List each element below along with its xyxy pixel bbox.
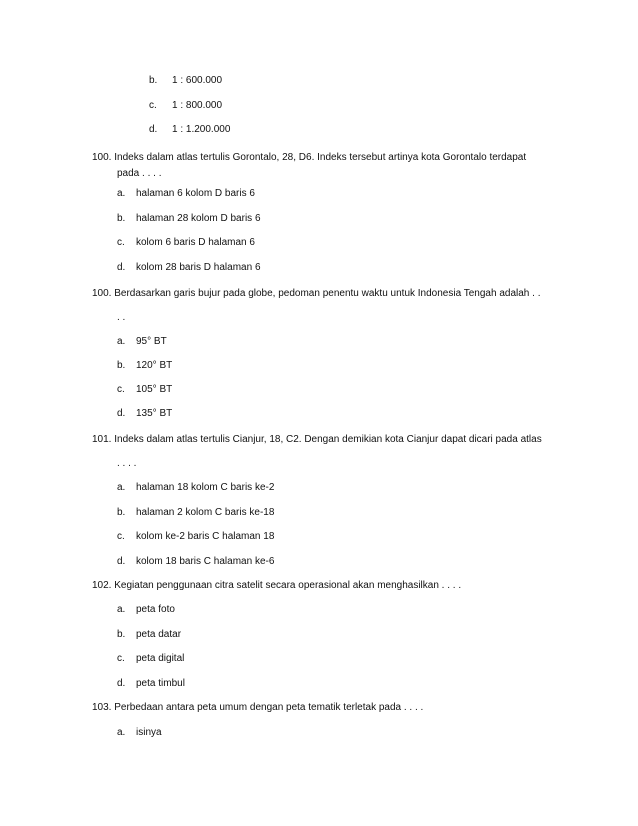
option-letter: b. bbox=[117, 360, 126, 371]
option-letter: a. bbox=[117, 188, 126, 199]
option-letter: d. bbox=[117, 678, 126, 689]
option-text: kolom 6 baris D halaman 6 bbox=[136, 237, 255, 248]
question-text-continuation: . . bbox=[117, 312, 126, 323]
option-text: 1 : 1.200.000 bbox=[172, 124, 231, 135]
option-letter: c. bbox=[117, 653, 125, 664]
option-letter: a. bbox=[117, 482, 126, 493]
option-text: 135° BT bbox=[136, 408, 173, 419]
option-text: peta timbul bbox=[136, 678, 185, 689]
option-text: 95° BT bbox=[136, 336, 167, 347]
option-text: 1 : 800.000 bbox=[172, 100, 223, 111]
option-letter: a. bbox=[117, 727, 126, 738]
option-text: halaman 18 kolom C baris ke-2 bbox=[136, 482, 275, 493]
option-text: halaman 2 kolom C baris ke-18 bbox=[136, 507, 275, 518]
option-text: isinya bbox=[136, 727, 162, 738]
question-text: 100. Indeks dalam atlas tertulis Gorontalo, 28, D6. Indeks tersebut artinya kota Gorontalo terdapat bbox=[92, 152, 527, 163]
option-text: kolom 28 baris D halaman 6 bbox=[136, 262, 261, 273]
question-text: 103. Perbedaan antara peta umum dengan peta tematik terletak pada . . . . bbox=[92, 702, 424, 713]
option-text: halaman 28 kolom D baris 6 bbox=[136, 213, 261, 224]
option-letter: d. bbox=[117, 262, 126, 273]
option-letter: c. bbox=[117, 237, 125, 248]
question-text: 100. Berdasarkan garis bujur pada globe, pedoman penentu waktu untuk Indonesia Tengah adalah . . bbox=[92, 288, 541, 299]
option-letter: a. bbox=[117, 604, 126, 615]
option-letter: d. bbox=[117, 408, 126, 419]
option-text: 105° BT bbox=[136, 384, 173, 395]
option-text: peta foto bbox=[136, 604, 175, 615]
option-letter: b. bbox=[117, 507, 126, 518]
option-text: 1 : 600.000 bbox=[172, 75, 223, 86]
option-letter: b. bbox=[117, 213, 126, 224]
option-letter: d. bbox=[117, 556, 126, 567]
option-text: kolom ke-2 baris C halaman 18 bbox=[136, 531, 275, 542]
option-letter: d. bbox=[149, 124, 158, 135]
option-letter: c. bbox=[117, 531, 125, 542]
question-text-continuation: . . . . bbox=[117, 458, 137, 469]
question-text: 102. Kegiatan penggunaan citra satelit secara operasional akan menghasilkan . . . . bbox=[92, 580, 462, 591]
option-letter: b. bbox=[149, 75, 158, 86]
option-letter: b. bbox=[117, 629, 126, 640]
question-text: 101. Indeks dalam atlas tertulis Cianjur, 18, C2. Dengan demikian kota Cianjur dapat dicari pada atlas bbox=[92, 434, 542, 445]
option-text: kolom 18 baris C halaman ke-6 bbox=[136, 556, 275, 567]
option-letter: a. bbox=[117, 336, 126, 347]
option-text: 120° BT bbox=[136, 360, 173, 371]
option-text: peta digital bbox=[136, 653, 185, 664]
option-text: peta datar bbox=[136, 629, 182, 640]
option-letter: c. bbox=[149, 100, 157, 111]
option-text: halaman 6 kolom D baris 6 bbox=[136, 188, 255, 199]
option-letter: c. bbox=[117, 384, 125, 395]
question-text-continuation: pada . . . . bbox=[117, 168, 162, 179]
